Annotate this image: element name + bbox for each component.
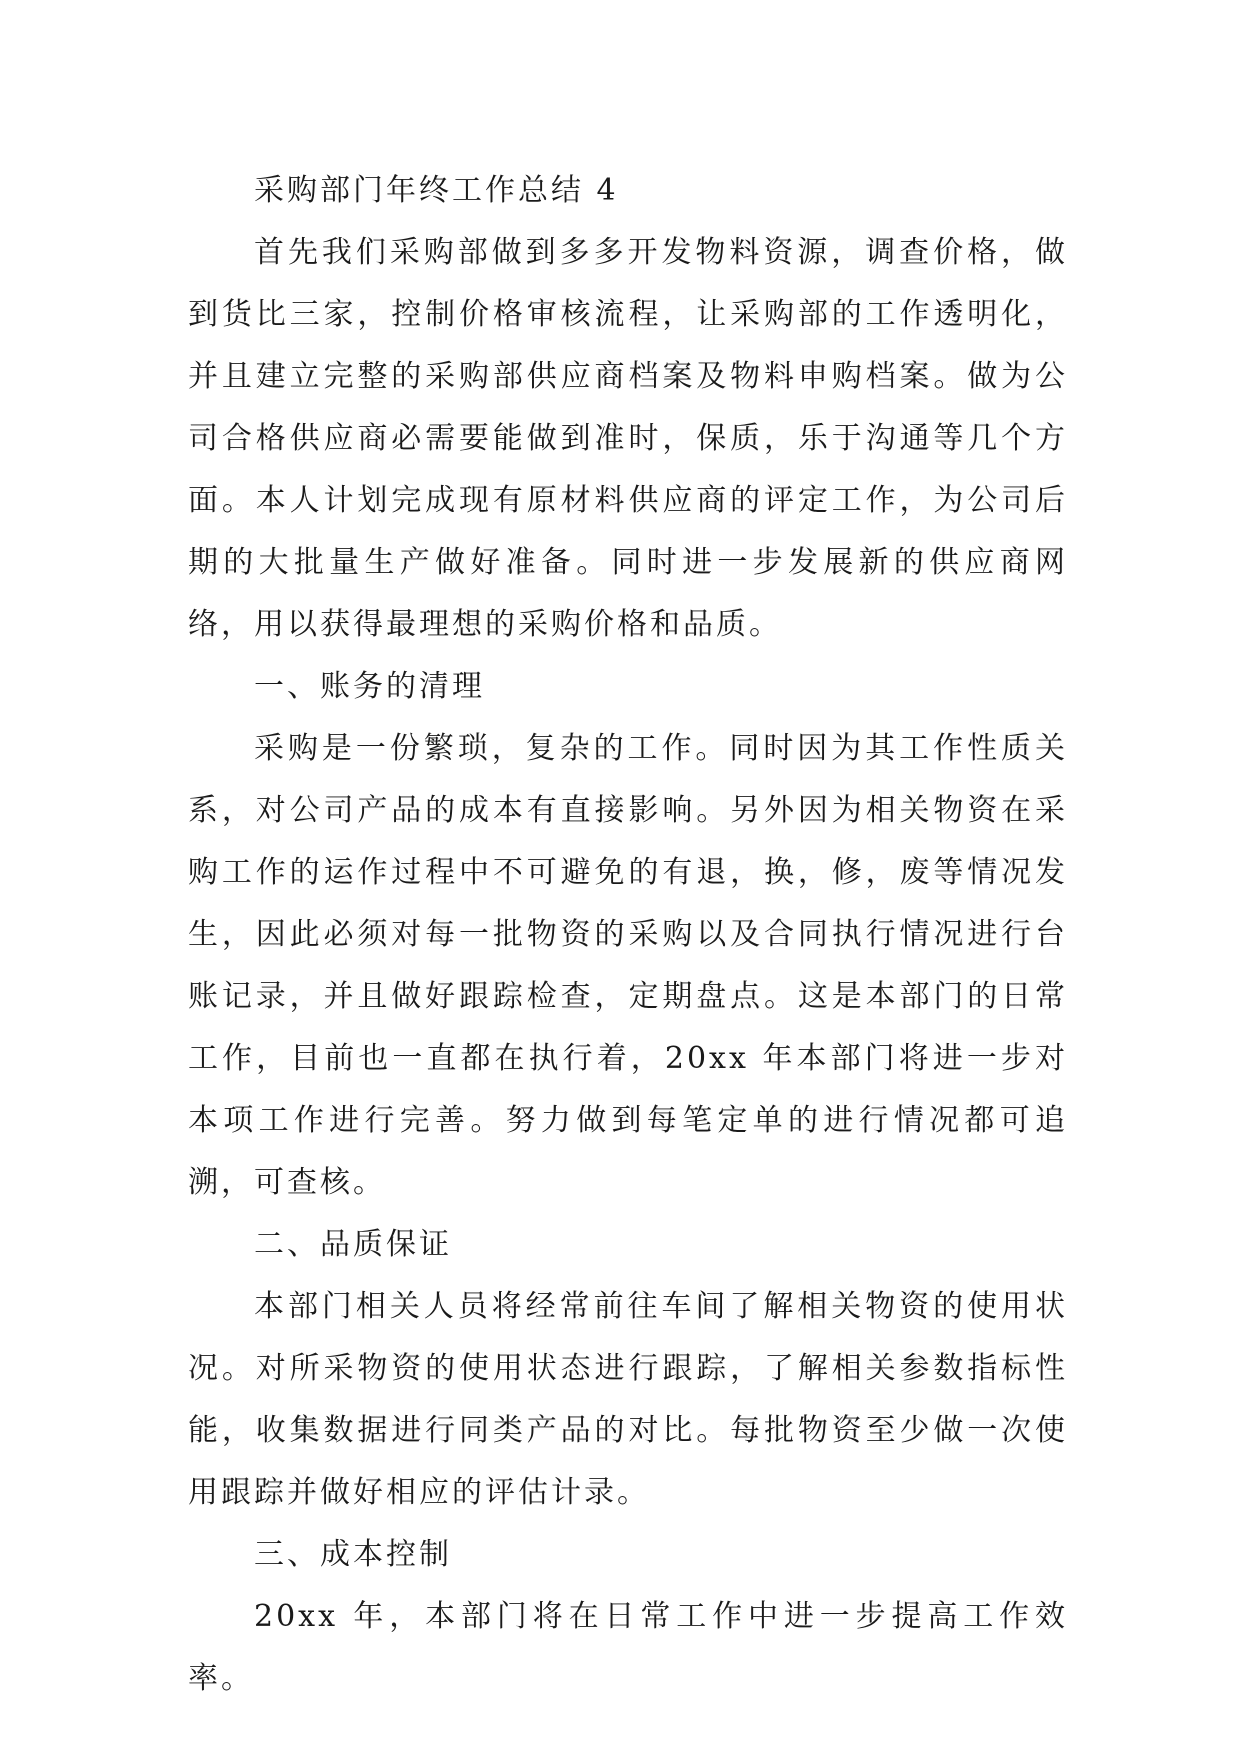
paragraph-accounts: 采购是一份繁琐，复杂的工作。同时因为其工作性质关系，对公司产品的成本有直接影响。另外因为相关物资在采购工作的运作过程中不可避免的有退，换，修，废等情况发生，因此必须对每一批物资的采购以及合同执行情况进行台账记录，并且做好跟踪检查，定期盘点。这是本部门的日常工作，目前也一直都在执行着，20xx 年本部门将进一步对本项工作进行完善。努力做到每笔定单的进行情况都可追溯，可查核。: [188, 731, 1068, 1200]
paragraph-quality: 本部门相关人员将经常前往车间了解相关物资的使用状况。对所采物资的使用状态进行跟踪，了解相关参数指标性能，收集数据进行同类产品的对比。每批物资至少做一次使用跟踪并做好相应的评估计录。: [188, 1289, 1068, 1510]
section-heading-cost: 三、成本控制: [254, 1537, 452, 1572]
document-title: 采购部门年终工作总结 4: [254, 173, 619, 208]
section-heading-quality: 二、品质保证: [254, 1227, 452, 1262]
paragraph-cost: 20xx 年，本部门将在日常工作中进一步提高工作效率。: [188, 1599, 1068, 1696]
document-body: [188, 160, 1068, 1710]
section-heading-accounts: 一、账务的清理: [254, 669, 485, 704]
paragraph-intro: 首先我们采购部做到多多开发物料资源，调查价格，做到货比三家，控制价格审核流程，让采购部的工作透明化，并且建立完整的采购部供应商档案及物料申购档案。做为公司合格供应商必需要能做到准时，保质，乐于沟通等几个方面。本人计划完成现有原材料供应商的评定工作，为公司后期的大批量生产做好准备。同时进一步发展新的供应商网络，用以获得最理想的采购价格和品质。: [188, 235, 1068, 642]
